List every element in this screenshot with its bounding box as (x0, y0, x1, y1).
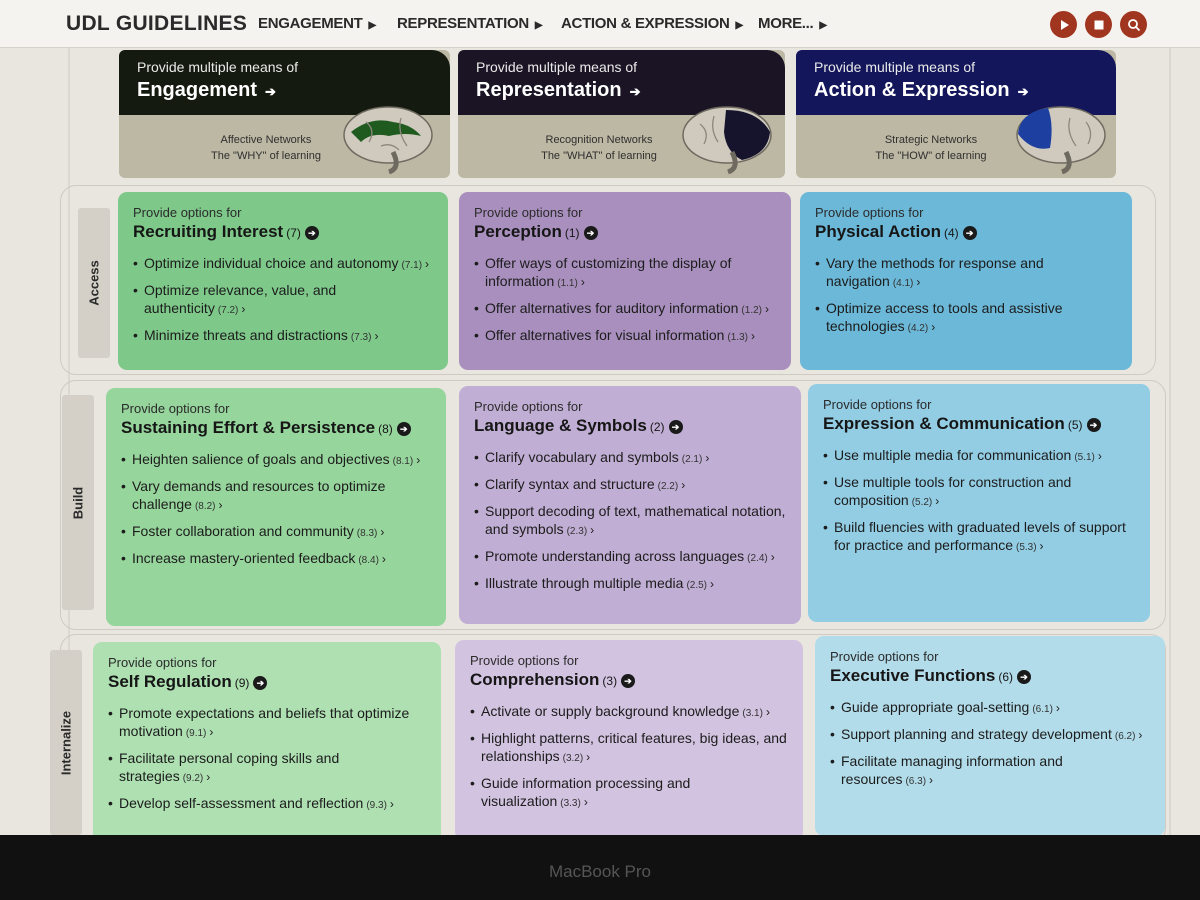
guideline-title-text: Physical Action (815, 222, 941, 241)
checkpoint-list (121, 450, 432, 570)
checkpoint-text: Highlight patterns, critical features, big ideas, and relationships (481, 730, 787, 764)
chevron-right-icon: › (929, 773, 934, 787)
guideline-title-text: Self Regulation (108, 672, 232, 691)
checkpoint-number: (9.1) (185, 728, 207, 739)
chevron-right-icon: › (590, 523, 595, 537)
card-prefix: Provide options for (108, 655, 217, 670)
checkpoint-link[interactable] (121, 477, 432, 516)
guideline-number: (2) (649, 420, 665, 434)
guideline-title[interactable] (815, 221, 1118, 244)
brain-icon (341, 102, 436, 174)
chevron-right-icon: › (381, 552, 386, 566)
chevron-right-icon: › (586, 750, 591, 764)
arrow-right-icon: ➔ (1017, 84, 1029, 99)
caret-right-icon: ▶ (368, 20, 376, 31)
checkpoint-list (108, 704, 427, 815)
checkpoint-list (474, 254, 777, 347)
guideline-number: (8) (378, 422, 393, 436)
checkpoint-text: Guide information processing and visualization (481, 775, 691, 809)
checkpoint-number: (7.3) (350, 332, 372, 343)
checkpoint-link[interactable] (474, 448, 787, 469)
play-icon (1058, 19, 1070, 31)
card-prefix: Provide options for (133, 205, 242, 220)
checkpoint-link[interactable] (108, 794, 427, 815)
arrow-right-icon: ➔ (629, 84, 641, 99)
checkpoint-link[interactable] (830, 698, 1151, 719)
checkpoint-link[interactable] (108, 749, 427, 788)
checkpoint-number: (6.2) (1114, 731, 1136, 742)
chevron-right-icon: › (389, 797, 394, 811)
guideline-title[interactable] (830, 665, 1151, 688)
principle-representation[interactable] (458, 50, 785, 178)
checkpoint-text: Vary the methods for response and navigation (826, 255, 1044, 289)
nav-representation[interactable] (397, 15, 542, 32)
top-navigation-bar (0, 0, 1200, 48)
checkpoint-number: (8.2) (194, 501, 216, 512)
arrow-circle-right-icon[interactable]: ➔ (669, 420, 683, 434)
checkpoint-text: Use multiple tools for construction and composition (834, 474, 1072, 508)
card-prefix: Provide options for (823, 397, 932, 412)
chevron-right-icon: › (209, 725, 214, 739)
guideline-number: (7) (286, 226, 301, 240)
guideline-card[interactable] (93, 642, 441, 835)
checkpoint-link[interactable] (474, 326, 777, 347)
checkpoint-list (830, 698, 1151, 791)
nav-label: MORE... (758, 15, 814, 32)
guideline-title[interactable] (474, 415, 787, 438)
caret-right-icon: ▶ (735, 20, 743, 31)
guideline-number: (1) (564, 226, 580, 240)
checkpoint-link[interactable] (474, 574, 787, 595)
arrow-right-icon: ➔ (265, 84, 276, 99)
checkpoint-link[interactable] (470, 774, 789, 813)
checkpoint-link[interactable] (823, 518, 1136, 557)
chevron-right-icon: › (380, 525, 385, 539)
guideline-title-text: Language & Symbols (474, 416, 647, 435)
principle-prefix: Provide multiple means of (137, 59, 299, 75)
chevron-right-icon: › (425, 257, 430, 271)
stop-icon (1093, 19, 1105, 31)
checkpoint-link[interactable] (474, 502, 787, 541)
nav-engagement[interactable] (258, 15, 376, 32)
checkpoint-text: Promote understanding across languages (485, 548, 745, 564)
principle-action-expression[interactable] (796, 50, 1116, 178)
site-logo[interactable]: UDL GUIDELINES (66, 12, 248, 35)
principle-title[interactable]: Action & Expression ➔ (814, 79, 1029, 101)
principle-prefix: Provide multiple means of (814, 59, 976, 75)
chevron-right-icon: › (416, 453, 421, 467)
caret-right-icon: ▶ (819, 20, 827, 31)
row-label-access: Access (78, 208, 110, 358)
guideline-card[interactable] (815, 636, 1165, 835)
chevron-right-icon: › (770, 550, 775, 564)
checkpoint-text: Optimize relevance, value, and authenticity (144, 282, 337, 316)
guideline-card[interactable] (118, 192, 448, 370)
checkpoint-link[interactable] (133, 326, 434, 347)
checkpoint-link[interactable] (823, 473, 1136, 512)
chevron-right-icon: › (218, 498, 223, 512)
play-button[interactable] (1050, 11, 1077, 38)
card-prefix: Provide options for (474, 399, 583, 414)
checkpoint-text: Foster collaboration and community (132, 523, 354, 539)
checkpoint-number: (3.2) (562, 753, 584, 764)
checkpoint-number: (5.2) (911, 497, 933, 508)
checkpoint-number: (5.3) (1015, 542, 1037, 553)
checkpoint-number: (1.3) (727, 332, 748, 343)
checkpoint-text: Offer alternatives for visual information (485, 327, 725, 343)
guideline-title[interactable] (823, 413, 1136, 436)
checkpoint-link[interactable] (823, 446, 1136, 467)
principle-prefix: Provide multiple means of (476, 59, 638, 75)
principle-title[interactable]: Representation ➔ (476, 79, 641, 101)
network-label: Recognition Networks The "WHAT" of learning (541, 134, 657, 162)
checkpoint-number: (9.2) (182, 773, 204, 784)
checkpoint-number: (2.2) (657, 481, 679, 492)
checkpoint-text: Develop self-assessment and reflection (119, 795, 364, 811)
checkpoint-text: Illustrate through multiple media (485, 575, 684, 591)
checkpoint-link[interactable] (470, 729, 789, 768)
chevron-right-icon: › (1039, 539, 1044, 553)
checkpoint-text: Clarify syntax and structure (485, 476, 655, 492)
guideline-card[interactable] (800, 192, 1132, 370)
checkpoint-number: (8.1) (392, 456, 414, 467)
device-label: MacBook Pro (548, 862, 652, 881)
guideline-title[interactable] (121, 417, 432, 440)
nav-label: ACTION & EXPRESSION (561, 15, 730, 32)
checkpoint-number: (2.3) (566, 526, 588, 537)
checkpoint-link[interactable] (474, 547, 787, 568)
chevron-right-icon: › (1055, 701, 1060, 715)
nav-label: ENGAGEMENT (258, 15, 363, 32)
search-icon (1127, 18, 1141, 32)
guideline-card[interactable] (106, 388, 446, 626)
checkpoint-link[interactable] (133, 281, 434, 320)
checkpoint-link[interactable] (474, 254, 777, 293)
arrow-circle-right-icon[interactable]: ➔ (253, 676, 267, 690)
chevron-right-icon: › (681, 478, 686, 492)
guideline-title-text: Perception (474, 222, 562, 241)
card-prefix: Provide options for (474, 205, 583, 220)
checkpoint-link[interactable] (121, 549, 432, 570)
checkpoint-text: Clarify vocabulary and symbols (485, 449, 679, 465)
checkpoint-text: Heighten salience of goals and objectives (132, 451, 390, 467)
nav-more[interactable] (758, 15, 827, 32)
card-prefix: Provide options for (815, 205, 924, 220)
guideline-number: (4) (943, 226, 959, 240)
checkpoint-link[interactable] (815, 254, 1118, 293)
guideline-card[interactable] (455, 640, 803, 835)
chevron-right-icon: › (1138, 728, 1143, 742)
network-label: Strategic Networks The "HOW" of learning (875, 134, 987, 162)
row-label-internalize: Internalize (50, 650, 82, 835)
checkpoint-link[interactable] (474, 299, 777, 320)
network-label: Affective Networks The "WHY" of learning (211, 134, 321, 162)
principle-engagement[interactable] (119, 50, 450, 178)
brain-icon (680, 102, 775, 174)
checkpoint-link[interactable] (121, 522, 432, 543)
chevron-right-icon: › (935, 494, 940, 508)
card-prefix: Provide options for (830, 649, 939, 664)
guideline-number: (3) (602, 674, 618, 688)
checkpoint-text: Facilitate personal coping skills and strategies (119, 750, 340, 784)
checkpoint-number: (4.1) (892, 278, 914, 289)
caret-right-icon: ▶ (534, 20, 543, 31)
checkpoint-text: Increase mastery-oriented feedback (132, 550, 356, 566)
guideline-card[interactable] (459, 386, 801, 624)
chevron-right-icon: › (580, 275, 585, 289)
checkpoint-number: (7.1) (401, 260, 423, 271)
guideline-title[interactable] (108, 671, 427, 694)
checkpoint-link[interactable] (470, 702, 789, 723)
checkpoint-link[interactable] (121, 450, 432, 471)
checkpoint-text: Vary demands and resources to optimize challenge (132, 478, 386, 512)
checkpoint-text: Optimize individual choice and autonomy (144, 255, 399, 271)
guideline-number: (6) (998, 670, 1013, 684)
chevron-right-icon: › (705, 451, 710, 465)
guideline-title[interactable] (470, 669, 789, 692)
checkpoint-number: (3.1) (742, 708, 763, 719)
nav-action-expression[interactable] (561, 15, 743, 32)
checkpoint-text: Use multiple media for communication (834, 447, 1072, 463)
card-prefix: Provide options for (121, 401, 230, 416)
checkpoint-link[interactable] (133, 254, 434, 275)
arrow-circle-right-icon[interactable]: ➔ (584, 226, 598, 240)
checkpoint-number: (9.3) (366, 800, 387, 811)
checkpoint-number: (6.3) (905, 776, 927, 787)
chevron-right-icon: › (931, 320, 936, 334)
checkpoint-link[interactable] (108, 704, 427, 743)
checkpoint-list (474, 448, 787, 595)
checkpoint-number: (2.5) (686, 580, 707, 591)
guideline-title[interactable] (133, 221, 434, 244)
checkpoint-text: Offer alternatives for auditory information (485, 300, 739, 316)
guideline-title[interactable] (474, 221, 777, 244)
checkpoint-text: Promote expectations and beliefs that optimize motivation (119, 705, 410, 739)
chevron-right-icon: › (916, 275, 921, 289)
arrow-circle-right-icon[interactable]: ➔ (305, 226, 319, 240)
search-button[interactable] (1120, 11, 1147, 38)
checkpoint-number: (4.2) (907, 323, 929, 334)
guideline-card[interactable] (808, 384, 1150, 622)
brain-icon (1014, 102, 1109, 174)
guideline-title-text: Executive Functions (830, 666, 996, 685)
checkpoint-number: (6.1) (1032, 704, 1053, 715)
checkpoint-number: (1.1) (557, 278, 578, 289)
checkpoint-text: Support planning and strategy development (841, 726, 1112, 742)
guideline-title-text: Expression & Communication (823, 414, 1065, 433)
checkpoint-number: (2.4) (747, 553, 768, 564)
checkpoint-list (470, 702, 789, 813)
guideline-title-text: Comprehension (470, 670, 600, 689)
checkpoint-link[interactable] (474, 475, 787, 496)
guideline-title-text: Sustaining Effort & Persistence (121, 418, 376, 437)
checkpoint-number: (5.1) (1074, 452, 1095, 463)
card-prefix: Provide options for (470, 653, 579, 668)
checkpoint-number: (1.2) (741, 305, 762, 316)
guideline-card[interactable] (459, 192, 791, 370)
principle-title[interactable]: Engagement ➔ (137, 79, 276, 101)
chevron-right-icon: › (1097, 449, 1102, 463)
arrow-circle-right-icon[interactable]: ➔ (397, 422, 411, 436)
chevron-right-icon: › (750, 329, 755, 343)
arrow-circle-right-icon[interactable]: ➔ (963, 226, 977, 240)
chevron-right-icon: › (241, 302, 246, 316)
arrow-circle-right-icon[interactable]: ➔ (621, 674, 635, 688)
checkpoint-text: Facilitate managing information and resources (841, 753, 1063, 787)
guideline-number: (9) (234, 676, 250, 690)
checkpoint-link[interactable] (815, 299, 1118, 338)
row-label-build: Build (62, 395, 94, 610)
stop-button[interactable] (1085, 11, 1112, 38)
checkpoint-text: Optimize access to tools and assistive technologies (826, 300, 1063, 334)
checkpoint-text: Minimize threats and distractions (144, 327, 348, 343)
chevron-right-icon: › (710, 577, 714, 591)
chevron-right-icon: › (374, 329, 379, 343)
checkpoint-link[interactable] (830, 752, 1151, 791)
chevron-right-icon: › (765, 705, 770, 719)
checkpoint-number: (3.3) (560, 798, 581, 809)
checkpoint-number: (7.2) (217, 305, 239, 316)
arrow-circle-right-icon[interactable]: ➔ (1017, 670, 1031, 684)
checkpoint-list (823, 446, 1136, 557)
arrow-circle-right-icon[interactable]: ➔ (1087, 418, 1101, 432)
checkpoint-list (133, 254, 434, 347)
chevron-right-icon: › (206, 770, 211, 784)
guideline-title-text: Recruiting Interest (133, 222, 284, 241)
checkpoint-number: (8.3) (356, 528, 378, 539)
checkpoint-list (815, 254, 1118, 338)
nav-label: REPRESENTATION (397, 15, 529, 32)
checkpoint-text: Activate or supply background knowledge (481, 703, 740, 719)
chevron-right-icon: › (764, 302, 769, 316)
checkpoint-text: Offer ways of customizing the display of information (485, 255, 732, 289)
guideline-number: (5) (1067, 418, 1083, 432)
checkpoint-text: Support decoding of text, mathematical notation, and symbols (485, 503, 786, 537)
chevron-right-icon: › (583, 795, 588, 809)
checkpoint-text: Guide appropriate goal-setting (841, 699, 1030, 715)
checkpoint-text: Build fluencies with graduated levels of support for practice and performance (834, 519, 1126, 553)
checkpoint-number: (8.4) (358, 555, 379, 566)
checkpoint-number: (2.1) (681, 454, 703, 465)
checkpoint-link[interactable] (830, 725, 1151, 746)
